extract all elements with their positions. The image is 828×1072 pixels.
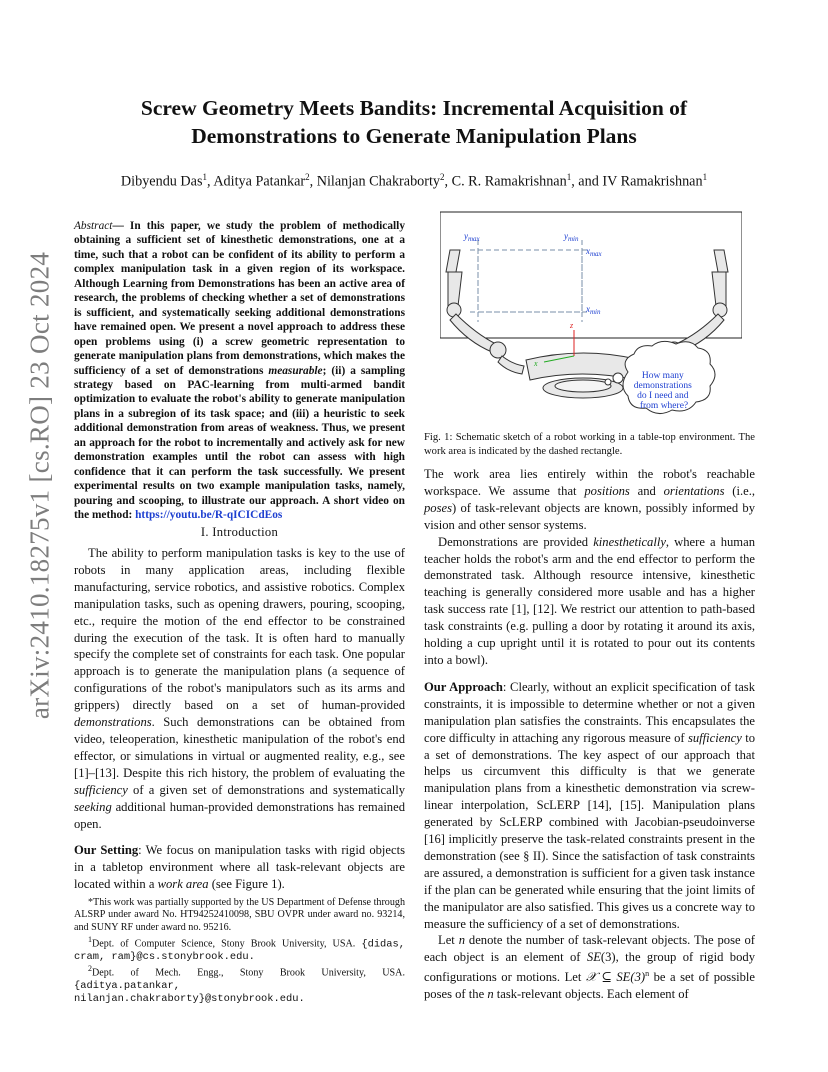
paragraph: The work area lies entirely within the robot's reachable workspace. We assume that positions and orientations (i.e., poses) of task-relevant objects are known, possibly informed by vision and other sensor systems. [424,467,755,532]
author: IV Ramakrishnan [602,173,703,190]
robot-schematic-figure [440,210,742,425]
z-axis-label: z [570,321,574,330]
abstract-text-continued: ; (ii) a sampling strategy based on PAC-learning from multi-armed bandit optimization to evaluate the robot's ability to generate manipulation plans in a subregion of its task space; and (iii) a heuristic to seek additional demonstration from areas of weakness. Thus, we present an approach for the robot to incrementally and actively ask for new demonstration examples until the robot can assess with high confidence that it can perform the task successfully. We present experimental results on two example manipulation tasks, namely, pouring and scooping, to illustrate our approach. A short video on the method: [74,364,405,522]
our-setting-label: Our Setting [74,843,139,858]
xmax-label: $x_{max}$ [586,246,602,258]
author: Nilanjan Chakraborty [316,173,441,190]
bubble-dot-large [613,373,623,383]
x-axis-label: x [534,359,538,368]
email-1: {didas, cram, ram}@cs.stonybrook.edu. [74,938,405,963]
robot-schematic-svg [440,210,742,425]
arxiv-identifier: arXiv:2410.18275v1 [cs.RO] 23 Oct 2024 [24,251,55,720]
affiliation-mark: 2 [440,172,445,182]
thought-bubble [605,341,715,413]
footnote-2: $^2$Dept. of Mech. Engg., Stony Brook University, USA. {aditya.patankar, nilanjan.chakraborty}@stonybrook.edu. [74,964,405,1005]
ymax-label: $y_{max}$ [464,231,480,243]
section-heading-introduction: I. Introduction [200,525,279,539]
author: Dibyendu Das [120,173,203,190]
paragraph-our-setting: Our Setting: We focus on manipulation tasks with rigid objects in a tabletop environment where all task-relevant objects are located within a work area (see Figure 1). [74,843,406,892]
author: C. R. Ramakrishnan [451,173,567,190]
affiliation-mark: 2 [305,172,310,182]
paragraph: Demonstrations are provided kinesthetically, where a human teacher holds the robot's arm and the end effector to perform the demonstrated task. Although resource intensive, kinesthetic teaching is generally considered more usable and has a higher task success rate [1], [12]. We restrict our attention to path-based task constraints (e.g. pulling a door by rotating it around its axis, holding a cup upright until it is rotated to pour out its contents into a bowl). [424,534,755,667]
abstract-emphasis: measurable [268,364,323,377]
funding-footnote: *This work was partially supported by the US Department of Defense through ALSRP under award No. HT94252410098, SBU OVPR under award no. 93214, and SUNY RF under award no. 95216. [74,897,405,933]
email-2: {aditya.patankar, nilanjan.chakraborty}@stonybrook.edu. [74,980,305,1005]
affiliation-mark: 1 [202,172,207,182]
bubble-question: How many demonstrations do I need and from where? [633,371,692,411]
bubble-dot-small [605,379,611,385]
author-list: Dibyendu Das$^1$, Aditya Patankar$^2$, Nilanjan Chakraborty$^2$, C. R. Ramakrishnan$^1$, and IV Ramakrishnan$^1$ [120,172,708,190]
author: Aditya Patankar [213,173,306,190]
affiliation-mark: 1 [566,172,572,182]
figure-caption: Fig. 1: Schematic sketch of a robot working in a table-top environment. The work area is indicated by the dashed rectangle. [424,432,755,457]
abstract-text: — In this paper, we study the problem of methodically obtaining a sufficient set of kinesthetic demonstrations, one at a time, such that a robot can be confident of its ability to perform a complex manipulation task in a given region of its workspace. Although Learning from Demonstrations has been an active area of research, the problems of checking whether a set of demonstrations is sufficient, and systematically seeking additional demonstrations have remained open. We present a novel approach to address these open problems using (i) a screw geometric representation to generate manipulation plans from demonstrations, which makes the sufficiency of a set of demonstrations [74,220,405,377]
our-approach-label: Our Approach [424,679,503,694]
right-column-body [424,466,755,1003]
abstract-label: Abstract [74,220,113,232]
paragraph-our-approach: Our Approach: Clearly, without an explicit specification of task constraints, it is impossible to determine whether or not a given manipulation plan satisfies the constraints. This encapsulates the core difficulty in attaching any rigorous measure of sufficiency to a set of demonstrations. The key aspect of our approach that helps us circumvent this difficulty is that we generate manipulation plans from a kinesthetic demonstration via screw-linear interpolation, ScLERP [14], [15]. Manipulation plans generated by ScLERP combined with Jacobian-pseudoinverse [16] implicitly preserve the task-related constraints present in the demonstration (see § II). Since the satisfaction of task constraints are assured, a demonstration is sufficient for a given task instance if the plan can be generated while ensuring that the joint limits of the manipulator are also satisfied. This gives us a concrete way to measure the sufficiency of a set of demonstrations. [424,679,755,931]
ymin-label: $y_{min}$ [564,231,579,243]
paragraph: Let n denote the number of task-relevant objects. The pose of each object is an element of SE(3), the group of rigid body configurations or motions. Let 𝒳 ⊆ $SE(3)^n$ be a set of possible poses of the n task-relevant objects. Each element of [424,933,755,1002]
robot-body [526,353,640,398]
affiliation-mark: 1 [702,172,708,182]
work-area-rectangle [478,250,582,312]
footnotes [74,897,405,1005]
footnote-1: $^1$Dept. of Computer Science, Stony Brook University, USA. {didas, cram, ram}@cs.stonybrook.edu. [74,935,405,963]
video-link[interactable]: https://youtu.be/R-qICICdEos [135,509,283,522]
paragraph: The ability to perform manipulation tasks is key to the use of robots in many application areas, including flexible manufacturing, service robotics, and assistive robotics. Complex manipulation tasks, such as opening drawers, pouring, scooping, etc., require the motion of the end effector to be constrained during the execution of the task. It is often hard to manually specify the complete set of constraints for each task. One popular approach is to generate the manipulation plans (a sequence of configurations of the robot's manipulators such as its arms and grippers) directly based on a set of human-provided demonstrations. Such demonstrations can be obtained from video, teleoperation, kinesthetic manipulation of the robot's end effector, or simulations in virtual or augmented reality, e.g., see [1]–[13]. Despite this rich history, the problem of evaluating the sufficiency of a given set of demonstrations and systematically seeking additional human-provided demonstrations has remained open. [74,546,405,831]
table-outline [440,212,742,338]
paper-title: Screw Geometry Meets Bandits: Incremental Acquisition of Demonstrations to Generate Manipulation Plans [140,96,688,148]
xmin-label: $x_{min}$ [586,304,601,316]
introduction-body [74,545,405,893]
abstract [74,219,405,523]
